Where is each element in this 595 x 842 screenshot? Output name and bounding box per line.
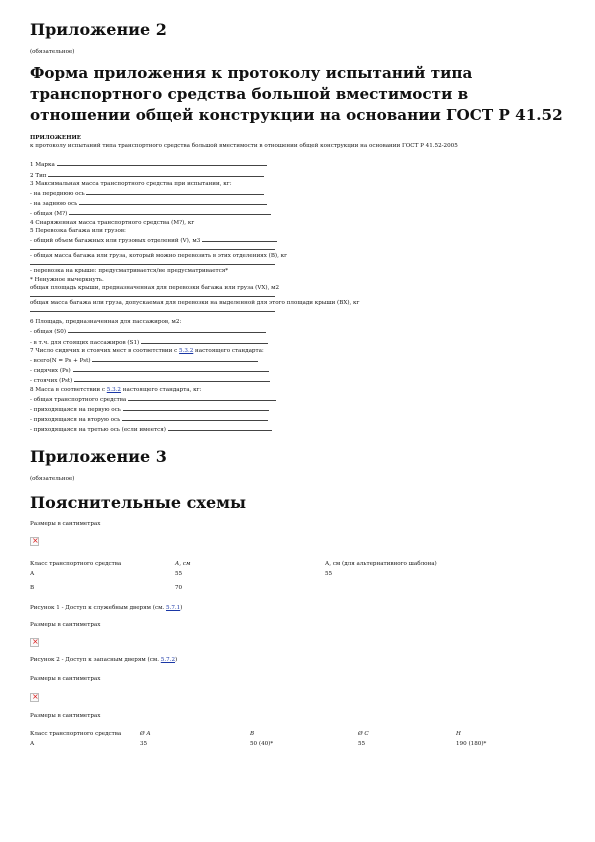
table-cell: 70	[175, 584, 183, 591]
form-line-7c: - стоячих (Pst)	[30, 375, 570, 385]
appendix-2-heading: Форма приложения к протоколу испытаний типа транспортного средства большой вместимости в отношении общей конструкции на основании ГОСТ Р 41.52	[30, 64, 563, 124]
section-link-5-7-1[interactable]: 5.7.1	[165, 604, 181, 611]
fill-line	[128, 394, 276, 401]
form-line-4: 4 Снаряженная масса транспортного средства (М?), кг	[30, 219, 195, 226]
fill-line	[69, 208, 271, 215]
form-line-6b: - в т.ч. для стоящих пассажиров (S1)	[30, 337, 570, 347]
form-line-5: 5 Перевозка багажа или грузов:	[30, 227, 126, 234]
fill-line	[168, 424, 272, 431]
section-link-5-7-2[interactable]: 5.7.2	[160, 657, 175, 664]
form-line-5f: общая масса багажа или груза, допускаемая для перевозки на выделенной для этого площади крыши (BX), кг	[30, 300, 360, 307]
fill-line	[141, 337, 268, 344]
table-row	[30, 582, 505, 596]
table-cell: 55	[175, 570, 183, 577]
table-cell: 55	[358, 740, 366, 747]
form-body	[30, 134, 570, 435]
form-line-3a: - на переднюю ось	[30, 188, 570, 198]
form-line-3: 3 Максимальная масса транспортного средства при испытании, кг:	[30, 180, 232, 187]
fill-line	[30, 261, 275, 265]
table-header-cell: В	[250, 730, 255, 737]
table-cell	[325, 582, 505, 596]
sizes-table-1	[30, 560, 505, 596]
table-cell: В	[30, 584, 35, 591]
form-line-8b: - приходящаяся на первую ось	[30, 404, 570, 414]
appendix-2-note: (обязательное)	[30, 49, 75, 55]
sizes-table-2	[30, 730, 536, 748]
figure-2-caption: Рисунок 2 - Доступ к запасным дверям (см. 5.7.2)	[30, 657, 178, 664]
broken-image-icon	[30, 537, 39, 546]
appendix-2-title: Приложение 2	[30, 20, 167, 39]
sizes-note: Размеры в сантиметрах	[30, 712, 101, 719]
table-cell: А	[30, 740, 35, 747]
table-header-cell: Класс транспортного средства	[30, 730, 122, 737]
fill-line	[30, 293, 275, 297]
table-row	[30, 738, 536, 748]
sizes-note: Размеры в сантиметрах	[30, 622, 101, 629]
table-header-cell: Ø С	[358, 730, 369, 737]
appendix-3-title: Приложение 3	[30, 446, 167, 466]
sizes-note: Размеры в сантиметрах	[30, 520, 101, 527]
table-header-cell: А, см	[175, 560, 191, 567]
fill-line	[123, 404, 269, 411]
form-line-8d: - приходящаяся на третью ось (если имеется)	[30, 424, 570, 434]
form-line-5d: * Ненужное вычеркнуть.	[30, 276, 104, 283]
form-line-7: 7 Число сидячих и стоячих мест в соответствии с 5.3.2 настоящего стандарта:	[30, 347, 264, 354]
fill-line	[122, 414, 268, 421]
form-line-5a: - общий объем багажных или грузовых отделений (V), м3	[30, 235, 570, 245]
fill-line	[86, 188, 264, 195]
sizes-note: Размеры в сантиметрах	[30, 675, 101, 682]
form-line-5b: - общая масса багажа или груза, который можно перевозить в этих отделениях (B), кг	[30, 253, 288, 260]
section-link-5-3-2[interactable]: 5.3.2	[179, 347, 194, 354]
fill-line	[74, 375, 270, 382]
table-cell: 50 (40)*	[250, 740, 274, 747]
table-cell: 35	[140, 740, 148, 747]
table-header-cell: Н	[456, 730, 461, 737]
form-line-5e: общая площадь крыши, предназначенная для перевозки багажа или груза (VX), м2	[30, 284, 280, 291]
form-line-1: 1 Марка	[30, 159, 570, 169]
fill-line	[68, 326, 266, 333]
form-line-7a: - всего(N = Ps + Pst)	[30, 355, 570, 365]
fill-line	[57, 159, 267, 166]
form-line-2: 2 Тип	[30, 170, 570, 180]
form-line-3c: - общая (М?)	[30, 208, 570, 218]
table-cell: 190 (180)*	[456, 740, 487, 747]
form-line-5c: - перевозка на крыше: предусматривается/не предусматривается*	[30, 268, 229, 275]
broken-image-icon	[30, 638, 39, 647]
page	[30, 18, 570, 748]
table-header-row	[30, 560, 505, 568]
figure-1-caption: Рисунок 1 - Доступ к служебным дверям (см. 5.7.1)	[30, 604, 183, 611]
appendix-3-heading: Пояснительные схемы	[30, 492, 247, 512]
prilozhenie-label: ПРИЛОЖЕНИЕ	[30, 135, 82, 141]
form-line-6a: - общая (S0)	[30, 326, 570, 336]
form-line-8a: - общая транспортного средства	[30, 394, 570, 404]
form-line-6: 6 Площадь, предназначенная для пассажиров, м2:	[30, 319, 182, 326]
broken-image-icon	[30, 693, 39, 702]
table-header-row	[30, 730, 536, 738]
table-header-cell: Ø А	[140, 730, 151, 737]
table-cell: А	[30, 570, 35, 577]
table-header-cell: А, см (для альтернативного шаблона)	[325, 560, 437, 567]
table-header-cell: Класс транспортного средства	[30, 560, 122, 567]
form-line-7b: - сидячих (Ps)	[30, 365, 570, 375]
table-row	[30, 568, 505, 582]
fill-line	[30, 246, 275, 250]
form-line-8c: - приходящаяся на вторую ось	[30, 414, 570, 424]
fill-line	[92, 355, 258, 362]
fill-line	[30, 308, 275, 312]
table-cell: 55	[325, 570, 333, 577]
fill-line	[79, 198, 267, 205]
form-line-8: 8 Масса в соответствии с 5.3.2 настоящего стандарта, кг:	[30, 386, 202, 393]
form-line-3b: - на заднюю ось	[30, 198, 570, 208]
fill-line	[48, 170, 264, 177]
form-intro: к протоколу испытаний типа транспортного средства большой вместимости в отношении общей конструкции на основании ГОСТ Р 41.52-2005	[30, 143, 458, 150]
appendix-3-note: (обязательное)	[30, 475, 75, 482]
section-link-5-3-2-b[interactable]: 5.3.2	[106, 386, 121, 393]
fill-line	[202, 235, 277, 242]
fill-line	[73, 365, 269, 372]
